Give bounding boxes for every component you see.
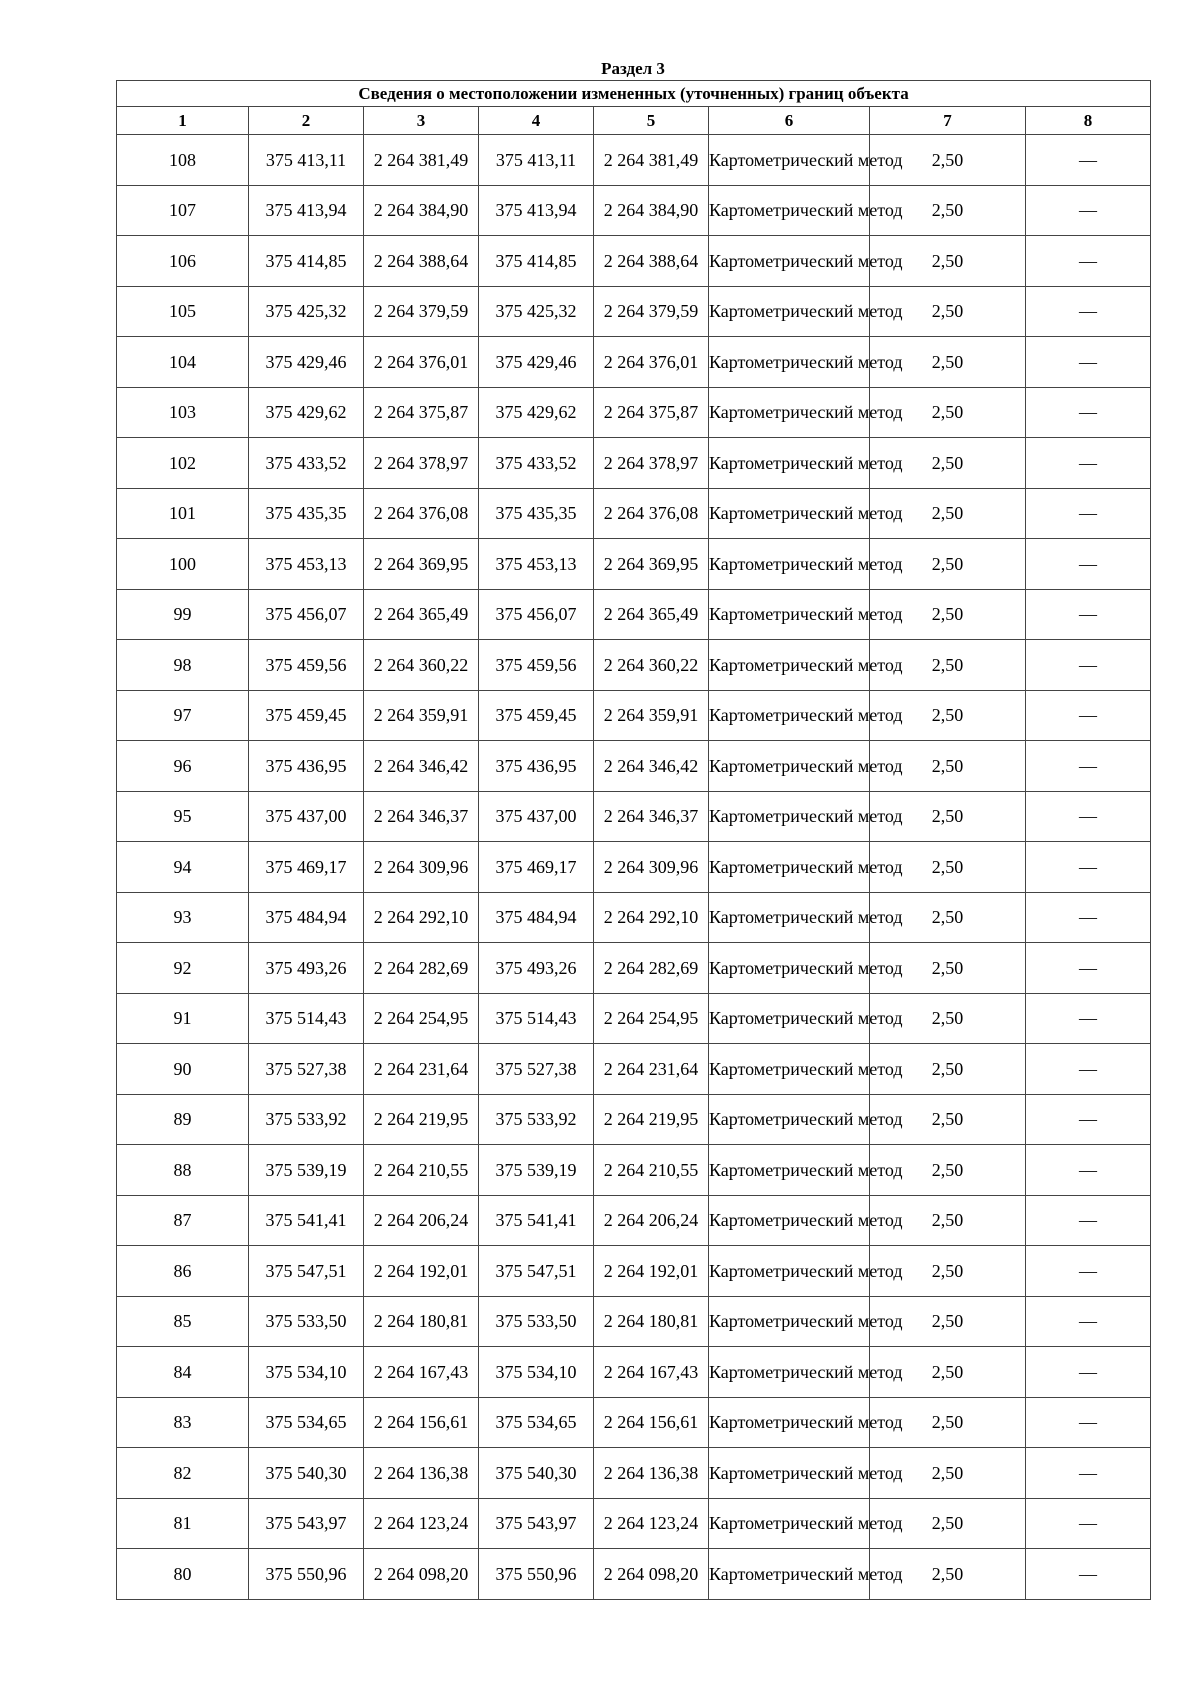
- table-row: [117, 387, 1151, 438]
- existing-y-cell: 2 264 210,55: [364, 1145, 479, 1196]
- point-number-cell: 83: [117, 1397, 249, 1448]
- existing-x-cell: 375 459,45: [249, 690, 364, 741]
- table-row: [117, 1246, 1151, 1297]
- notes-cell: —: [1026, 135, 1151, 186]
- accuracy-cell: 2,50: [870, 236, 1026, 287]
- accuracy-cell: 2,50: [870, 943, 1026, 994]
- existing-x-cell: 375 429,62: [249, 387, 364, 438]
- existing-y-cell: 2 264 384,90: [364, 185, 479, 236]
- notes-cell: —: [1026, 1347, 1151, 1398]
- accuracy-cell: 2,50: [870, 286, 1026, 337]
- accuracy-cell: 2,50: [870, 1448, 1026, 1499]
- accuracy-cell: 2,50: [870, 135, 1026, 186]
- accuracy-cell: 2,50: [870, 1296, 1026, 1347]
- notes-cell: —: [1026, 1448, 1151, 1499]
- existing-x-cell: 375 433,52: [249, 438, 364, 489]
- column-number-row: [117, 107, 1151, 135]
- method-cell: Картометрический метод: [709, 1145, 870, 1196]
- refined-y-cell: 2 264 381,49: [594, 135, 709, 186]
- refined-x-cell: 375 541,41: [479, 1195, 594, 1246]
- point-number-cell: 88: [117, 1145, 249, 1196]
- existing-y-cell: 2 264 156,61: [364, 1397, 479, 1448]
- method-cell: Картометрический метод: [709, 791, 870, 842]
- table-row: [117, 993, 1151, 1044]
- point-number-cell: 97: [117, 690, 249, 741]
- accuracy-cell: 2,50: [870, 690, 1026, 741]
- refined-y-cell: 2 264 360,22: [594, 640, 709, 691]
- refined-x-cell: 375 414,85: [479, 236, 594, 287]
- table-row: [117, 1549, 1151, 1600]
- method-cell: Картометрический метод: [709, 640, 870, 691]
- accuracy-cell: 2,50: [870, 387, 1026, 438]
- refined-x-cell: 375 456,07: [479, 589, 594, 640]
- existing-x-cell: 375 453,13: [249, 539, 364, 590]
- refined-x-cell: 375 540,30: [479, 1448, 594, 1499]
- existing-y-cell: 2 264 376,01: [364, 337, 479, 388]
- notes-cell: —: [1026, 185, 1151, 236]
- existing-x-cell: 375 425,32: [249, 286, 364, 337]
- point-number-cell: 101: [117, 488, 249, 539]
- refined-x-cell: 375 429,46: [479, 337, 594, 388]
- point-number-cell: 100: [117, 539, 249, 590]
- refined-x-cell: 375 413,94: [479, 185, 594, 236]
- table-row: [117, 1145, 1151, 1196]
- existing-x-cell: 375 527,38: [249, 1044, 364, 1095]
- point-number-cell: 82: [117, 1448, 249, 1499]
- method-cell: Картометрический метод: [709, 1347, 870, 1398]
- refined-y-cell: 2 264 136,38: [594, 1448, 709, 1499]
- method-cell: Картометрический метод: [709, 842, 870, 893]
- existing-y-cell: 2 264 231,64: [364, 1044, 479, 1095]
- point-number-cell: 94: [117, 842, 249, 893]
- existing-y-cell: 2 264 219,95: [364, 1094, 479, 1145]
- point-number-cell: 106: [117, 236, 249, 287]
- table-caption: Сведения о местоположении измененных (уточненных) границ объекта: [117, 81, 1151, 107]
- existing-y-cell: 2 264 192,01: [364, 1246, 479, 1297]
- table-row: [117, 135, 1151, 186]
- point-number-cell: 108: [117, 135, 249, 186]
- refined-x-cell: 375 433,52: [479, 438, 594, 489]
- refined-x-cell: 375 539,19: [479, 1145, 594, 1196]
- refined-x-cell: 375 413,11: [479, 135, 594, 186]
- point-number-cell: 92: [117, 943, 249, 994]
- notes-cell: —: [1026, 488, 1151, 539]
- section-title: Раздел 3: [601, 59, 665, 78]
- notes-cell: —: [1026, 943, 1151, 994]
- column-number: 5: [594, 107, 709, 135]
- refined-y-cell: 2 264 098,20: [594, 1549, 709, 1600]
- refined-y-cell: 2 264 378,97: [594, 438, 709, 489]
- notes-cell: —: [1026, 640, 1151, 691]
- method-cell: Картометрический метод: [709, 1549, 870, 1600]
- refined-x-cell: 375 543,97: [479, 1498, 594, 1549]
- existing-x-cell: 375 459,56: [249, 640, 364, 691]
- refined-y-cell: 2 264 376,08: [594, 488, 709, 539]
- method-cell: Картометрический метод: [709, 1094, 870, 1145]
- refined-y-cell: 2 264 384,90: [594, 185, 709, 236]
- table-row: [117, 1094, 1151, 1145]
- refined-x-cell: 375 534,65: [479, 1397, 594, 1448]
- point-number-cell: 85: [117, 1296, 249, 1347]
- existing-y-cell: 2 264 379,59: [364, 286, 479, 337]
- method-cell: Картометрический метод: [709, 741, 870, 792]
- notes-cell: —: [1026, 387, 1151, 438]
- existing-x-cell: 375 429,46: [249, 337, 364, 388]
- table-row: [117, 842, 1151, 893]
- accuracy-cell: 2,50: [870, 741, 1026, 792]
- existing-x-cell: 375 539,19: [249, 1145, 364, 1196]
- refined-y-cell: 2 264 375,87: [594, 387, 709, 438]
- accuracy-cell: 2,50: [870, 438, 1026, 489]
- point-number-cell: 80: [117, 1549, 249, 1600]
- accuracy-cell: 2,50: [870, 1549, 1026, 1600]
- existing-x-cell: 375 413,94: [249, 185, 364, 236]
- refined-y-cell: 2 264 156,61: [594, 1397, 709, 1448]
- refined-x-cell: 375 436,95: [479, 741, 594, 792]
- method-cell: Картометрический метод: [709, 135, 870, 186]
- notes-cell: —: [1026, 690, 1151, 741]
- refined-y-cell: 2 264 231,64: [594, 1044, 709, 1095]
- existing-y-cell: 2 264 098,20: [364, 1549, 479, 1600]
- refined-y-cell: 2 264 282,69: [594, 943, 709, 994]
- column-number: 1: [117, 107, 249, 135]
- point-number-cell: 99: [117, 589, 249, 640]
- notes-cell: —: [1026, 1145, 1151, 1196]
- existing-x-cell: 375 414,85: [249, 236, 364, 287]
- point-number-cell: 81: [117, 1498, 249, 1549]
- method-cell: Картометрический метод: [709, 1296, 870, 1347]
- refined-y-cell: 2 264 210,55: [594, 1145, 709, 1196]
- notes-cell: —: [1026, 791, 1151, 842]
- existing-y-cell: 2 264 346,37: [364, 791, 479, 842]
- existing-x-cell: 375 534,10: [249, 1347, 364, 1398]
- refined-y-cell: 2 264 346,37: [594, 791, 709, 842]
- notes-cell: —: [1026, 1094, 1151, 1145]
- point-number-cell: 105: [117, 286, 249, 337]
- point-number-cell: 96: [117, 741, 249, 792]
- method-cell: Картометрический метод: [709, 1498, 870, 1549]
- table-row: [117, 1347, 1151, 1398]
- column-number: 2: [249, 107, 364, 135]
- method-cell: Картометрический метод: [709, 1195, 870, 1246]
- refined-x-cell: 375 425,32: [479, 286, 594, 337]
- refined-x-cell: 375 514,43: [479, 993, 594, 1044]
- column-number: 3: [364, 107, 479, 135]
- method-cell: Картометрический метод: [709, 539, 870, 590]
- accuracy-cell: 2,50: [870, 539, 1026, 590]
- refined-y-cell: 2 264 292,10: [594, 892, 709, 943]
- refined-x-cell: 375 493,26: [479, 943, 594, 994]
- existing-x-cell: 375 436,95: [249, 741, 364, 792]
- point-number-cell: 95: [117, 791, 249, 842]
- notes-cell: —: [1026, 589, 1151, 640]
- existing-y-cell: 2 264 369,95: [364, 539, 479, 590]
- refined-x-cell: 375 533,50: [479, 1296, 594, 1347]
- method-cell: Картометрический метод: [709, 1044, 870, 1095]
- table-row: [117, 640, 1151, 691]
- table-row: [117, 286, 1151, 337]
- notes-cell: —: [1026, 892, 1151, 943]
- method-cell: Картометрический метод: [709, 993, 870, 1044]
- column-number: 4: [479, 107, 594, 135]
- table-row: [117, 438, 1151, 489]
- existing-y-cell: 2 264 346,42: [364, 741, 479, 792]
- point-number-cell: 98: [117, 640, 249, 691]
- notes-cell: —: [1026, 1498, 1151, 1549]
- accuracy-cell: 2,50: [870, 488, 1026, 539]
- existing-x-cell: 375 413,11: [249, 135, 364, 186]
- existing-y-cell: 2 264 167,43: [364, 1347, 479, 1398]
- refined-y-cell: 2 264 376,01: [594, 337, 709, 388]
- accuracy-cell: 2,50: [870, 842, 1026, 893]
- accuracy-cell: 2,50: [870, 1195, 1026, 1246]
- accuracy-cell: 2,50: [870, 589, 1026, 640]
- existing-x-cell: 375 547,51: [249, 1246, 364, 1297]
- notes-cell: —: [1026, 539, 1151, 590]
- accuracy-cell: 2,50: [870, 640, 1026, 691]
- existing-y-cell: 2 264 376,08: [364, 488, 479, 539]
- method-cell: Картометрический метод: [709, 337, 870, 388]
- point-number-cell: 104: [117, 337, 249, 388]
- existing-x-cell: 375 543,97: [249, 1498, 364, 1549]
- accuracy-cell: 2,50: [870, 892, 1026, 943]
- existing-x-cell: 375 484,94: [249, 892, 364, 943]
- notes-cell: —: [1026, 1549, 1151, 1600]
- notes-cell: —: [1026, 1044, 1151, 1095]
- existing-y-cell: 2 264 180,81: [364, 1296, 479, 1347]
- refined-x-cell: 375 453,13: [479, 539, 594, 590]
- table-row: [117, 488, 1151, 539]
- existing-x-cell: 375 550,96: [249, 1549, 364, 1600]
- existing-x-cell: 375 541,41: [249, 1195, 364, 1246]
- point-number-cell: 87: [117, 1195, 249, 1246]
- method-cell: Картометрический метод: [709, 589, 870, 640]
- table-row: [117, 337, 1151, 388]
- refined-y-cell: 2 264 369,95: [594, 539, 709, 590]
- notes-cell: —: [1026, 438, 1151, 489]
- refined-y-cell: 2 264 388,64: [594, 236, 709, 287]
- accuracy-cell: 2,50: [870, 993, 1026, 1044]
- table-row: [117, 791, 1151, 842]
- refined-x-cell: 375 435,35: [479, 488, 594, 539]
- refined-y-cell: 2 264 123,24: [594, 1498, 709, 1549]
- accuracy-cell: 2,50: [870, 1145, 1026, 1196]
- table-row: [117, 690, 1151, 741]
- table-caption-row: [117, 81, 1151, 107]
- existing-y-cell: 2 264 206,24: [364, 1195, 479, 1246]
- accuracy-cell: 2,50: [870, 1397, 1026, 1448]
- refined-x-cell: 375 547,51: [479, 1246, 594, 1297]
- notes-cell: —: [1026, 993, 1151, 1044]
- table-row: [117, 1044, 1151, 1095]
- accuracy-cell: 2,50: [870, 1498, 1026, 1549]
- accuracy-cell: 2,50: [870, 1347, 1026, 1398]
- existing-y-cell: 2 264 292,10: [364, 892, 479, 943]
- existing-x-cell: 375 533,50: [249, 1296, 364, 1347]
- point-number-cell: 93: [117, 892, 249, 943]
- existing-x-cell: 375 514,43: [249, 993, 364, 1044]
- existing-x-cell: 375 533,92: [249, 1094, 364, 1145]
- refined-y-cell: 2 264 309,96: [594, 842, 709, 893]
- existing-y-cell: 2 264 375,87: [364, 387, 479, 438]
- notes-cell: —: [1026, 842, 1151, 893]
- accuracy-cell: 2,50: [870, 1044, 1026, 1095]
- existing-y-cell: 2 264 365,49: [364, 589, 479, 640]
- refined-y-cell: 2 264 365,49: [594, 589, 709, 640]
- point-number-cell: 89: [117, 1094, 249, 1145]
- table-row: [117, 539, 1151, 590]
- method-cell: Картометрический метод: [709, 1397, 870, 1448]
- method-cell: Картометрический метод: [709, 690, 870, 741]
- existing-y-cell: 2 264 378,97: [364, 438, 479, 489]
- existing-y-cell: 2 264 309,96: [364, 842, 479, 893]
- table-row: [117, 1195, 1151, 1246]
- refined-x-cell: 375 484,94: [479, 892, 594, 943]
- method-cell: Картометрический метод: [709, 488, 870, 539]
- accuracy-cell: 2,50: [870, 1094, 1026, 1145]
- table-row: [117, 1296, 1151, 1347]
- point-number-cell: 103: [117, 387, 249, 438]
- point-number-cell: 91: [117, 993, 249, 1044]
- refined-x-cell: 375 459,56: [479, 640, 594, 691]
- notes-cell: —: [1026, 1195, 1151, 1246]
- table-row: [117, 589, 1151, 640]
- notes-cell: —: [1026, 741, 1151, 792]
- existing-x-cell: 375 540,30: [249, 1448, 364, 1499]
- existing-x-cell: 375 437,00: [249, 791, 364, 842]
- table-row: [117, 892, 1151, 943]
- existing-y-cell: 2 264 123,24: [364, 1498, 479, 1549]
- refined-x-cell: 375 437,00: [479, 791, 594, 842]
- existing-x-cell: 375 435,35: [249, 488, 364, 539]
- refined-x-cell: 375 550,96: [479, 1549, 594, 1600]
- existing-x-cell: 375 456,07: [249, 589, 364, 640]
- existing-y-cell: 2 264 254,95: [364, 993, 479, 1044]
- existing-x-cell: 375 469,17: [249, 842, 364, 893]
- refined-x-cell: 375 534,10: [479, 1347, 594, 1398]
- method-cell: Картометрический метод: [709, 185, 870, 236]
- method-cell: Картометрический метод: [709, 892, 870, 943]
- existing-y-cell: 2 264 282,69: [364, 943, 479, 994]
- refined-y-cell: 2 264 167,43: [594, 1347, 709, 1398]
- table-row: [117, 236, 1151, 287]
- existing-y-cell: 2 264 360,22: [364, 640, 479, 691]
- notes-cell: —: [1026, 236, 1151, 287]
- refined-y-cell: 2 264 254,95: [594, 993, 709, 1044]
- method-cell: Картометрический метод: [709, 438, 870, 489]
- refined-y-cell: 2 264 180,81: [594, 1296, 709, 1347]
- point-number-cell: 84: [117, 1347, 249, 1398]
- refined-y-cell: 2 264 206,24: [594, 1195, 709, 1246]
- point-number-cell: 107: [117, 185, 249, 236]
- refined-y-cell: 2 264 219,95: [594, 1094, 709, 1145]
- point-number-cell: 86: [117, 1246, 249, 1297]
- accuracy-cell: 2,50: [870, 1246, 1026, 1297]
- existing-y-cell: 2 264 388,64: [364, 236, 479, 287]
- method-cell: Картометрический метод: [709, 943, 870, 994]
- accuracy-cell: 2,50: [870, 337, 1026, 388]
- column-number: 6: [709, 107, 870, 135]
- refined-y-cell: 2 264 346,42: [594, 741, 709, 792]
- notes-cell: —: [1026, 1246, 1151, 1297]
- method-cell: Картометрический метод: [709, 1448, 870, 1499]
- point-number-cell: 102: [117, 438, 249, 489]
- method-cell: Картометрический метод: [709, 286, 870, 337]
- notes-cell: —: [1026, 1397, 1151, 1448]
- refined-x-cell: 375 527,38: [479, 1044, 594, 1095]
- table-row: [117, 1498, 1151, 1549]
- point-number-cell: 90: [117, 1044, 249, 1095]
- refined-x-cell: 375 533,92: [479, 1094, 594, 1145]
- method-cell: Картометрический метод: [709, 236, 870, 287]
- notes-cell: —: [1026, 286, 1151, 337]
- table-body: [117, 135, 1151, 1600]
- boundary-coordinates-table: [116, 80, 1151, 1600]
- existing-y-cell: 2 264 136,38: [364, 1448, 479, 1499]
- refined-y-cell: 2 264 359,91: [594, 690, 709, 741]
- refined-y-cell: 2 264 379,59: [594, 286, 709, 337]
- column-number: 8: [1026, 107, 1151, 135]
- existing-x-cell: 375 534,65: [249, 1397, 364, 1448]
- refined-x-cell: 375 429,62: [479, 387, 594, 438]
- refined-y-cell: 2 264 192,01: [594, 1246, 709, 1297]
- existing-y-cell: 2 264 359,91: [364, 690, 479, 741]
- column-number: 7: [870, 107, 1026, 135]
- table-row: [117, 1448, 1151, 1499]
- notes-cell: —: [1026, 1296, 1151, 1347]
- accuracy-cell: 2,50: [870, 791, 1026, 842]
- table-row: [117, 741, 1151, 792]
- method-cell: Картометрический метод: [709, 387, 870, 438]
- accuracy-cell: 2,50: [870, 185, 1026, 236]
- notes-cell: —: [1026, 337, 1151, 388]
- existing-x-cell: 375 493,26: [249, 943, 364, 994]
- method-cell: Картометрический метод: [709, 1246, 870, 1297]
- table-row: [117, 943, 1151, 994]
- table-row: [117, 1397, 1151, 1448]
- refined-x-cell: 375 469,17: [479, 842, 594, 893]
- table-row: [117, 185, 1151, 236]
- refined-x-cell: 375 459,45: [479, 690, 594, 741]
- existing-y-cell: 2 264 381,49: [364, 135, 479, 186]
